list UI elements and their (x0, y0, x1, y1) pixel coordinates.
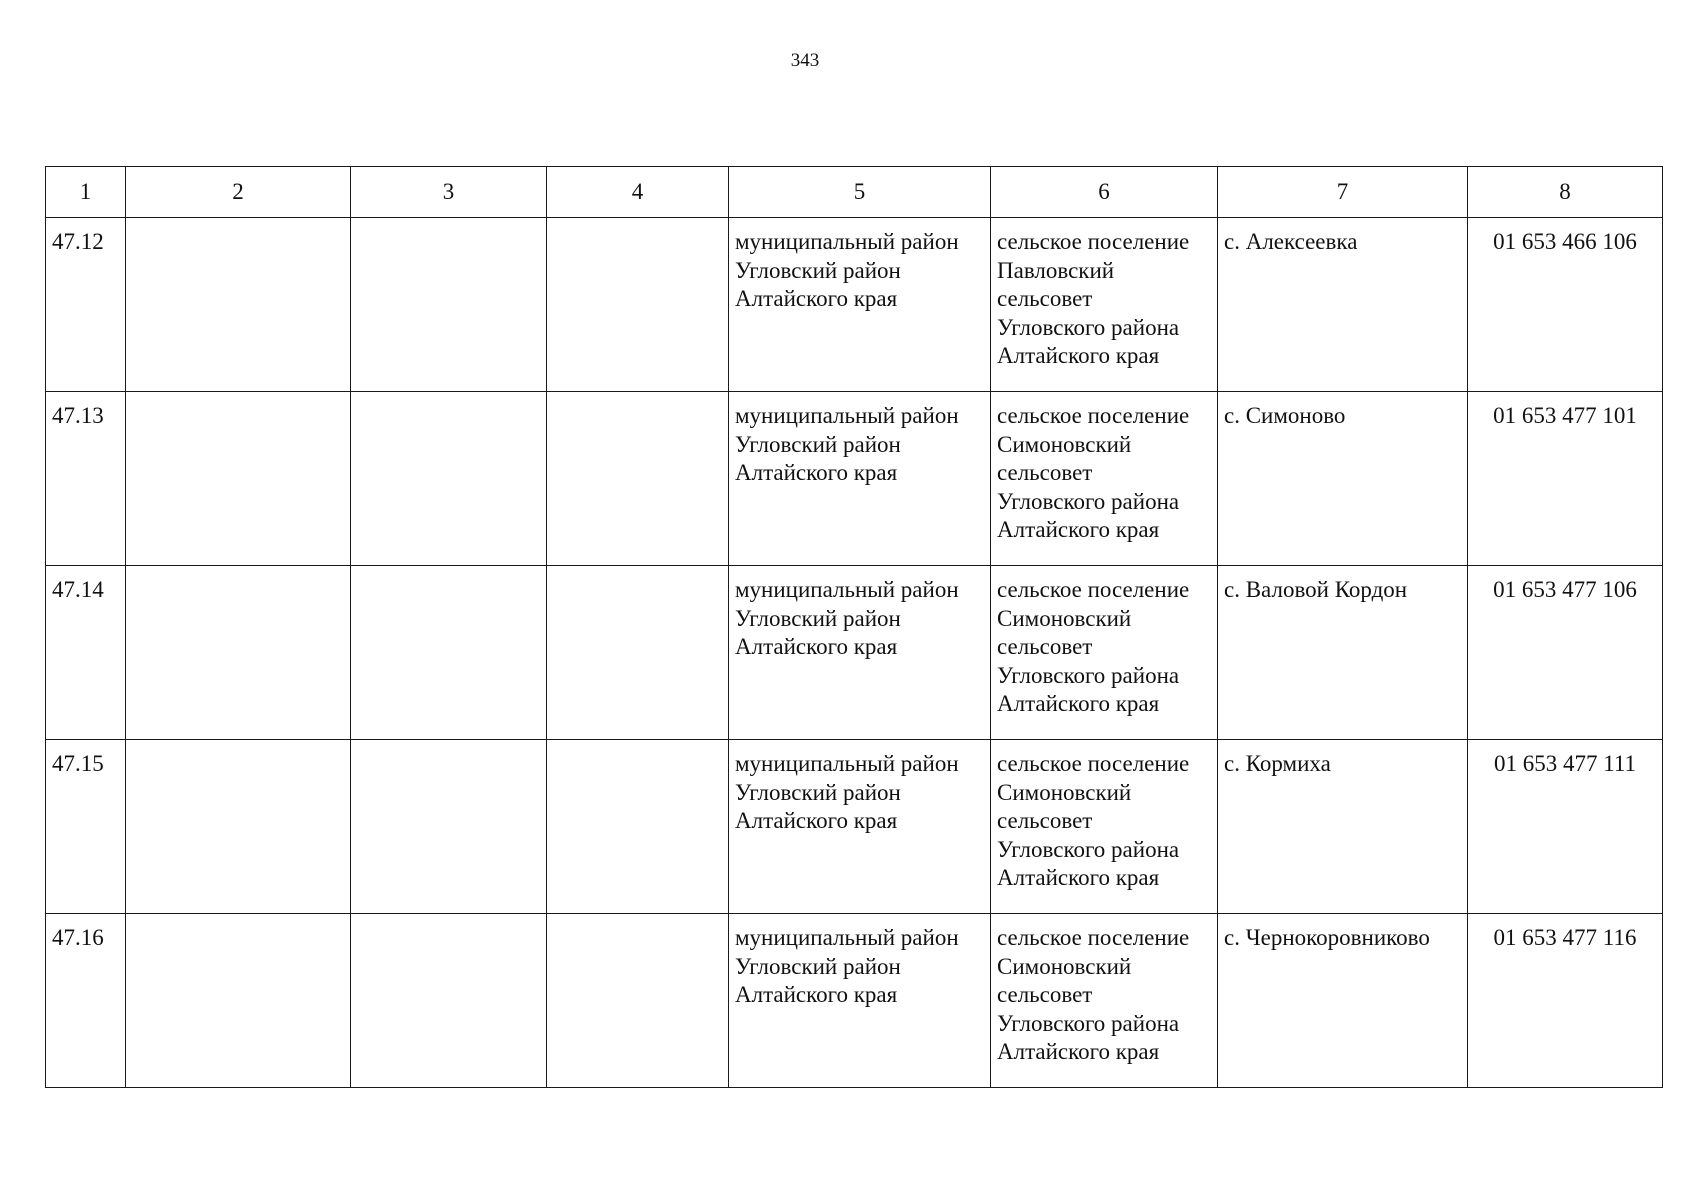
municipal-district-cell-line: Алтайского края (735, 286, 898, 311)
settlement-cell-line: сельское поселение (997, 751, 1190, 776)
settlement-cell-line: Симоновский (997, 431, 1132, 457)
oktmo-code-cell: 01 653 477 106 (1468, 566, 1663, 740)
table-row (46, 218, 1663, 392)
oktmo-code-cell: 01 653 477 101 (1468, 392, 1663, 566)
column-2-cell (126, 218, 351, 392)
municipal-district-cell-line: муниципальный район (735, 403, 959, 428)
column-3-cell (351, 392, 547, 566)
settlement-cell-line: сельское поселение (997, 577, 1190, 602)
settlement-cell-line: Павловский (997, 257, 1115, 283)
settlement-cell-line: Симоновский (997, 605, 1132, 631)
municipal-district-cell-line: муниципальный район (735, 577, 959, 602)
column-4-cell (547, 740, 729, 914)
settlement-cell-line: Симоновский (997, 779, 1132, 805)
row-number: 47.13 (46, 392, 126, 566)
column-header-6: 6 (991, 167, 1218, 218)
column-header-2: 2 (126, 167, 351, 218)
municipal-district-cell (729, 392, 991, 566)
locality-cell: с. Валовой Кордон (1218, 566, 1468, 740)
column-4-cell (547, 566, 729, 740)
column-3-cell (351, 566, 547, 740)
settlement-cell-line: сельсовет (997, 286, 1093, 311)
settlement-cell-line: Алтайского края (997, 865, 1160, 890)
municipal-district-cell (729, 914, 991, 1088)
settlement-cell-line: Алтайского края (997, 517, 1160, 542)
settlement-cell-line: сельсовет (997, 982, 1093, 1007)
row-number: 47.15 (46, 740, 126, 914)
row-number: 47.16 (46, 914, 126, 1088)
municipal-district-cell (729, 740, 991, 914)
column-4-cell (547, 218, 729, 392)
municipal-district-cell (729, 566, 991, 740)
settlement-cell-line: Алтайского края (997, 343, 1160, 368)
settlement-cell-line: сельское поселение (997, 229, 1190, 254)
locality-cell: с. Симоново (1218, 392, 1468, 566)
settlement-cell-line: Симоновский (997, 953, 1132, 979)
municipal-district-cell-line: муниципальный район (735, 229, 959, 254)
settlement-cell-line: сельсовет (997, 460, 1093, 485)
table-row (46, 914, 1663, 1088)
settlement-cell-line: сельское поселение (997, 925, 1190, 950)
column-2-cell (126, 740, 351, 914)
municipal-district-cell-line: Угловский район (735, 605, 901, 631)
settlement-cell-line: Угловского района (997, 314, 1180, 340)
column-header-8: 8 (1468, 167, 1663, 218)
oktmo-code-cell: 01 653 477 111 (1468, 740, 1663, 914)
municipal-district-cell-line: муниципальный район (735, 925, 959, 950)
municipal-district-cell-line: Угловский район (735, 779, 901, 805)
table-row (46, 566, 1663, 740)
municipal-district-cell-line: Алтайского края (735, 460, 898, 485)
column-header-4: 4 (547, 167, 729, 218)
settlement-cell-line: Угловского района (997, 662, 1180, 688)
row-number: 47.14 (46, 566, 126, 740)
settlement-cell (991, 566, 1218, 740)
column-3-cell (351, 218, 547, 392)
registry-table (45, 166, 1663, 1088)
column-header-5: 5 (729, 167, 991, 218)
column-2-cell (126, 914, 351, 1088)
municipal-district-cell-line: Алтайского края (735, 808, 898, 833)
table-header (46, 167, 1663, 218)
locality-cell: с. Кормиха (1218, 740, 1468, 914)
table-row (46, 740, 1663, 914)
settlement-cell (991, 914, 1218, 1088)
column-header-3: 3 (351, 167, 547, 218)
column-4-cell (547, 914, 729, 1088)
header-row (46, 167, 1663, 218)
settlement-cell (991, 740, 1218, 914)
column-4-cell (547, 392, 729, 566)
page-number: 343 (790, 50, 820, 71)
table-body (46, 218, 1663, 1088)
oktmo-code-cell: 01 653 466 106 (1468, 218, 1663, 392)
column-3-cell (351, 740, 547, 914)
settlement-cell-line: Угловского района (997, 488, 1180, 514)
column-2-cell (126, 392, 351, 566)
municipal-district-cell-line: Алтайского края (735, 634, 898, 659)
settlement-cell-line: сельское поселение (997, 403, 1190, 428)
settlement-cell (991, 218, 1218, 392)
municipal-district-cell-line: Угловский район (735, 953, 901, 979)
municipal-district-cell-line: Угловский район (735, 431, 901, 457)
settlement-cell (991, 392, 1218, 566)
settlement-cell-line: сельсовет (997, 634, 1093, 659)
table-row (46, 392, 1663, 566)
municipal-district-cell-line: Алтайского края (735, 982, 898, 1007)
settlement-cell-line: Алтайского края (997, 691, 1160, 716)
column-3-cell (351, 914, 547, 1088)
locality-cell: с. Алексеевка (1218, 218, 1468, 392)
column-header-7: 7 (1218, 167, 1468, 218)
settlement-cell-line: Угловского района (997, 836, 1180, 862)
settlement-cell-line: Алтайского края (997, 1039, 1160, 1064)
municipal-district-cell (729, 218, 991, 392)
municipal-district-cell-line: Угловский район (735, 257, 901, 283)
column-2-cell (126, 566, 351, 740)
row-number: 47.12 (46, 218, 126, 392)
locality-cell: с. Чернокоровниково (1218, 914, 1468, 1088)
column-header-1: 1 (46, 167, 126, 218)
oktmo-code-cell: 01 653 477 116 (1468, 914, 1663, 1088)
settlement-cell-line: Угловского района (997, 1010, 1180, 1036)
settlement-cell-line: сельсовет (997, 808, 1093, 833)
municipal-district-cell-line: муниципальный район (735, 751, 959, 776)
